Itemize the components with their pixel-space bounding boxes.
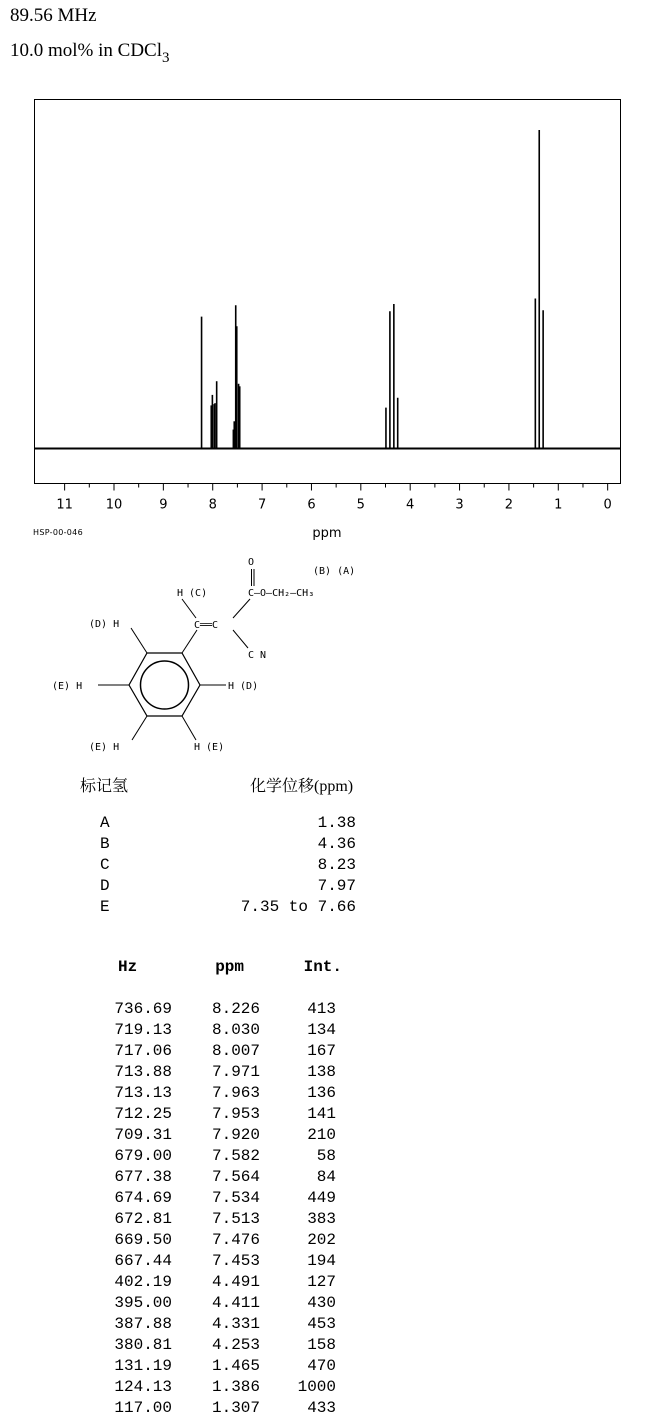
x-tick-label: 5 xyxy=(356,497,365,513)
structure-ester-chain: C—O—CH₂—CH₃ xyxy=(248,588,315,599)
peak-ppm: 7.564 xyxy=(211,1168,260,1186)
peak-int: 470 xyxy=(307,1357,336,1375)
peak-int: 167 xyxy=(307,1042,336,1060)
peak-ppm: 7.953 xyxy=(211,1105,260,1123)
peak-int: 453 xyxy=(307,1315,336,1333)
peak-ppm: 8.007 xyxy=(211,1042,260,1060)
peak-row xyxy=(100,1378,342,1399)
peak-hz: 117.00 xyxy=(114,1399,172,1417)
structure-e-left: (E) H xyxy=(52,681,83,692)
header-ppm: ppm xyxy=(215,958,244,976)
peak-int: 138 xyxy=(307,1063,336,1081)
peak-ppm: 7.971 xyxy=(211,1063,260,1081)
benzene-aromatic-circle xyxy=(141,661,189,709)
peak-row xyxy=(100,1273,342,1294)
peak-row xyxy=(100,1252,342,1273)
peak-int: 127 xyxy=(307,1273,336,1291)
peak-table-body xyxy=(100,1000,342,1420)
peak-ppm: 8.226 xyxy=(211,1000,260,1018)
alpha-carbonyl-bond xyxy=(233,599,250,618)
peak-row xyxy=(100,1189,342,1210)
peak-ppm: 7.476 xyxy=(211,1231,260,1249)
peak-hz: 679.00 xyxy=(114,1147,172,1165)
peak-ppm: 7.453 xyxy=(211,1252,260,1270)
header-hz: Hz xyxy=(118,958,138,976)
peak-hz: 402.19 xyxy=(114,1273,172,1291)
ring-h-bond-e-bl xyxy=(132,716,147,740)
peak-int: 84 xyxy=(316,1168,336,1186)
peak-row xyxy=(100,1084,342,1105)
peak-row xyxy=(100,1168,342,1189)
structure-d-right: H (D) xyxy=(228,681,259,692)
x-tick-label: 11 xyxy=(56,497,73,513)
peak-hz: 719.13 xyxy=(114,1021,172,1039)
x-tick-label: 2 xyxy=(504,497,514,513)
peak-table-header xyxy=(100,958,342,979)
assignment-row xyxy=(100,813,356,834)
peak-row xyxy=(100,1357,342,1378)
structure-cn: C N xyxy=(248,650,267,661)
x-tick-label: 7 xyxy=(257,497,267,513)
peak-int: 449 xyxy=(307,1189,336,1207)
peak-int: 136 xyxy=(307,1084,336,1102)
vinyl-h-bond xyxy=(182,599,196,618)
peak-int: 383 xyxy=(307,1210,336,1228)
peak-row xyxy=(100,1231,342,1252)
ring-h-bond-e-br xyxy=(182,716,196,740)
assignment-shift-header: 化学位移(ppm) xyxy=(250,778,354,795)
concentration-subscript: 3 xyxy=(162,50,170,66)
peak-hz: 709.31 xyxy=(114,1126,172,1144)
peak-row xyxy=(100,1126,342,1147)
assignment-row-value: 8.23 xyxy=(317,856,356,874)
x-tick-label: 4 xyxy=(406,497,415,513)
x-tick-label: 6 xyxy=(307,497,316,513)
peak-row xyxy=(100,1063,342,1084)
peak-row xyxy=(100,1021,342,1042)
assignment-row-label: D xyxy=(100,877,110,895)
peak-row xyxy=(100,1000,342,1021)
peak-ppm: 1.307 xyxy=(211,1399,260,1417)
peak-ppm: 4.411 xyxy=(211,1294,260,1312)
peak-ppm: 7.534 xyxy=(211,1189,260,1207)
peak-hz: 380.81 xyxy=(114,1336,172,1354)
peak-hz: 677.38 xyxy=(114,1168,172,1186)
peak-row xyxy=(100,1105,342,1126)
x-tick-label: 0 xyxy=(603,497,612,513)
assignment-row-value: 4.36 xyxy=(317,835,356,853)
x-tick-label: 9 xyxy=(159,497,168,513)
peak-int: 433 xyxy=(307,1399,336,1417)
spectrum-code: HSP-00-046 xyxy=(33,528,83,537)
assignment-row-label: B xyxy=(100,835,110,853)
peak-table xyxy=(100,958,342,1420)
x-axis-label: ppm xyxy=(312,526,342,541)
peak-row xyxy=(100,1336,342,1357)
peak-hz: 674.69 xyxy=(114,1189,172,1207)
peak-hz: 667.44 xyxy=(114,1252,172,1270)
peak-hz: 713.88 xyxy=(114,1063,172,1081)
assignment-row xyxy=(100,855,356,876)
assignment-row xyxy=(100,834,356,855)
assignment-row-label: A xyxy=(100,814,110,832)
peak-int: 1000 xyxy=(297,1378,336,1396)
assignment-table xyxy=(100,813,356,918)
peak-ppm: 1.386 xyxy=(211,1378,260,1396)
peak-int: 158 xyxy=(307,1336,336,1354)
assignment-label-header: 标记氢 xyxy=(80,778,129,795)
structure-e-bottom-right: H (E) xyxy=(194,742,225,753)
spectrometer-frequency: 89.56 MHz xyxy=(10,5,97,26)
peak-ppm: 4.331 xyxy=(211,1315,260,1333)
x-tick-label: 3 xyxy=(455,497,464,513)
peak-int: 430 xyxy=(307,1294,336,1312)
peak-ppm: 4.253 xyxy=(211,1336,260,1354)
peak-hz: 131.19 xyxy=(114,1357,172,1375)
assignment-row-value: 7.35 to 7.66 xyxy=(240,898,356,916)
peak-ppm: 7.582 xyxy=(211,1147,260,1165)
peak-hz: 712.25 xyxy=(114,1105,172,1123)
peak-ppm: 7.920 xyxy=(211,1126,260,1144)
peak-int: 413 xyxy=(307,1000,336,1018)
peak-int: 194 xyxy=(307,1252,336,1270)
peak-int: 202 xyxy=(307,1231,336,1249)
assignment-row xyxy=(100,876,356,897)
peak-row xyxy=(100,1315,342,1336)
assignment-row-label: E xyxy=(100,898,110,916)
peak-int: 134 xyxy=(307,1021,336,1039)
structure-e-bottom-left: (E) H xyxy=(89,742,120,753)
peak-hz: 672.81 xyxy=(114,1210,172,1228)
peak-ppm: 1.465 xyxy=(211,1357,260,1375)
peak-ppm: 7.513 xyxy=(211,1210,260,1228)
peak-row xyxy=(100,1147,342,1168)
peak-row xyxy=(100,1294,342,1315)
peak-row xyxy=(100,1399,342,1420)
peak-int: 141 xyxy=(307,1105,336,1123)
structure-ester-labels: (B) (A) xyxy=(313,566,356,577)
structure-d-top: (D) H xyxy=(89,619,120,630)
peak-hz: 736.69 xyxy=(114,1000,172,1018)
alpha-cn-bond xyxy=(233,630,248,648)
peak-int: 210 xyxy=(307,1126,336,1144)
peak-ppm: 8.030 xyxy=(211,1021,260,1039)
assignment-row-value: 7.97 xyxy=(317,877,356,895)
structure-o-top: O xyxy=(248,557,255,568)
x-tick-label: 1 xyxy=(554,497,563,513)
concentration-text: 10.0 mol% in CDCl xyxy=(10,40,163,61)
peak-hz: 669.50 xyxy=(114,1231,172,1249)
assignment-row xyxy=(100,897,356,918)
peak-hz: 124.13 xyxy=(114,1378,172,1396)
peak-hz: 717.06 xyxy=(114,1042,172,1060)
peak-ppm: 7.963 xyxy=(211,1084,260,1102)
x-tick-label: 10 xyxy=(105,497,123,513)
assignment-row-label: C xyxy=(100,856,110,874)
assignment-row-value: 1.38 xyxy=(317,814,356,832)
peak-row xyxy=(100,1210,342,1231)
ring-vinyl-bond xyxy=(182,630,197,653)
peak-row xyxy=(100,1042,342,1063)
x-tick-label: 8 xyxy=(208,497,217,513)
peak-hz: 713.13 xyxy=(114,1084,172,1102)
header-int: Int. xyxy=(303,958,342,976)
structure-vinyl: C══C xyxy=(194,620,219,631)
peak-ppm: 4.491 xyxy=(211,1273,260,1291)
peak-int: 58 xyxy=(316,1147,336,1165)
benzene-ring xyxy=(129,653,200,716)
structure-h-c: H (C) xyxy=(177,588,208,599)
ring-h-bond-d-top xyxy=(131,628,147,653)
peak-hz: 387.88 xyxy=(114,1315,172,1333)
peak-hz: 395.00 xyxy=(114,1294,172,1312)
